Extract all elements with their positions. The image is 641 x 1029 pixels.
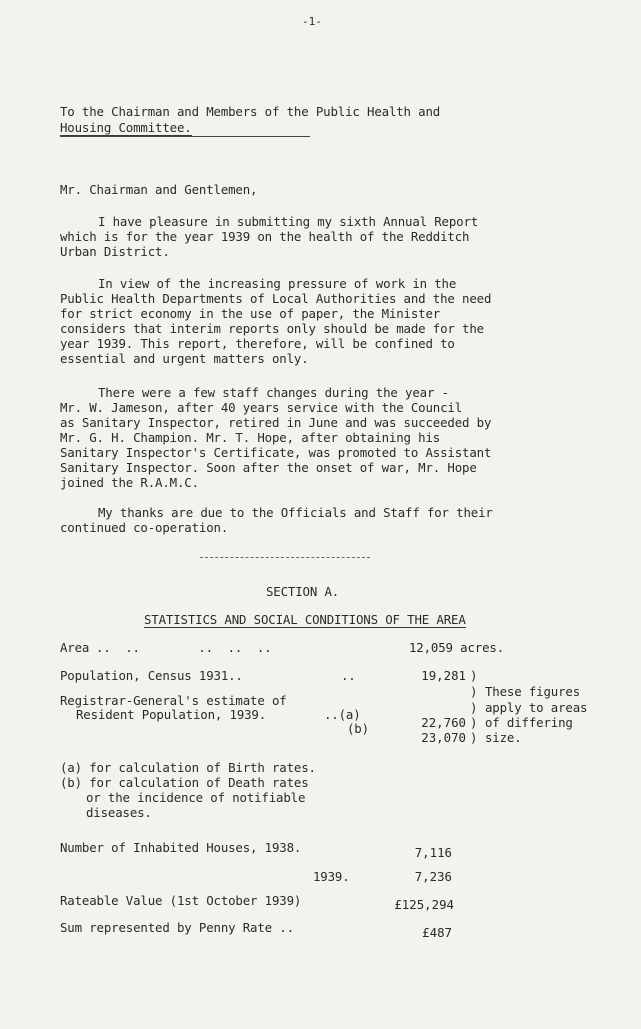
address-underline bbox=[60, 136, 310, 137]
salutation: Mr. Chairman and Gentlemen, bbox=[60, 182, 258, 197]
para3-line6: Sanitary Inspector. Soon after the onset of war, Mr. Hope bbox=[60, 460, 477, 475]
para3-line7: joined the R.A.M.C. bbox=[60, 475, 199, 490]
para3-line3: as Sanitary Inspector, retired in June and was succeeded by bbox=[60, 415, 492, 430]
bracket-close: ) bbox=[470, 700, 478, 715]
para1-line1: I have pleasure in submitting my sixth Annual Report bbox=[98, 214, 479, 229]
estimate-a-value: 22,760 bbox=[421, 715, 466, 730]
note-a: (a) for calculation of Birth rates. bbox=[60, 760, 316, 775]
area-leader: .. .. .. .. .. bbox=[96, 640, 272, 655]
para2-line4: considers that interim reports only should be made for the bbox=[60, 321, 484, 336]
section-subtitle bbox=[144, 612, 466, 627]
bracket-note-2: apply to areas bbox=[485, 700, 588, 715]
houses-1939-value: 7,236 bbox=[414, 869, 452, 884]
penny-value: £487 bbox=[422, 925, 452, 940]
rateable-value: £125,294 bbox=[394, 897, 454, 912]
houses-1938-value: 7,116 bbox=[414, 845, 452, 860]
para2-line5: year 1939. This report, therefore, will be confined to bbox=[60, 336, 455, 351]
para3-line4: Mr. G. H. Champion. Mr. T. Hope, after obtaining his bbox=[60, 430, 441, 445]
estimate-a-marker: ..(a) bbox=[324, 707, 361, 722]
separator bbox=[200, 557, 370, 558]
bracket-close: ) bbox=[470, 715, 478, 730]
para4-line2: continued co-operation. bbox=[60, 520, 229, 535]
estimate-b-value: 23,070 bbox=[421, 730, 466, 745]
houses-label: Number of Inhabited Houses, 1938. bbox=[60, 840, 302, 855]
note-b-line2: or the incidence of notifiable bbox=[86, 790, 306, 805]
population-label: Population, Census 1931.. bbox=[60, 668, 243, 683]
bracket-note-1: These figures bbox=[485, 684, 581, 699]
estimate-label-2: Resident Population, 1939. bbox=[76, 707, 267, 722]
population-value: 19,281 bbox=[421, 668, 466, 683]
address-line-2 bbox=[60, 120, 192, 135]
area-value: 12,059 acres. bbox=[409, 640, 505, 655]
estimate-b-marker: (b) bbox=[347, 721, 369, 736]
para2-line6: essential and urgent matters only. bbox=[60, 351, 309, 366]
bracket-close: ) bbox=[470, 668, 478, 683]
estimate-label-1: Registrar-General's estimate of bbox=[60, 693, 287, 708]
para3-line5: Sanitary Inspector's Certificate, was promoted to Assistant bbox=[60, 445, 492, 460]
para4-line1: My thanks are due to the Officials and Staff for their bbox=[98, 505, 493, 520]
section-subtitle-text: STATISTICS AND SOCIAL CONDITIONS OF THE AREA bbox=[144, 612, 466, 627]
rateable-label: Rateable Value (1st October 1939) bbox=[60, 893, 302, 908]
bracket-note-4: size. bbox=[485, 730, 522, 745]
population-leader: .. bbox=[341, 668, 356, 683]
bracket-close: ) bbox=[470, 730, 478, 745]
bracket-note-3: of differing bbox=[485, 715, 573, 730]
bracket-close: ) bbox=[470, 684, 478, 699]
area-label: Area bbox=[60, 640, 90, 655]
note-b-line1: (b) for calculation of Death rates bbox=[60, 775, 309, 790]
para2-line3: for strict economy in the use of paper, the Minister bbox=[60, 306, 441, 321]
para3-line1: There were a few staff changes during the year - bbox=[98, 385, 449, 400]
address-committee: Housing Committee. bbox=[60, 120, 192, 135]
para2-line1: In view of the increasing pressure of work in the bbox=[98, 276, 457, 291]
para1-line2: which is for the year 1939 on the health of the Redditch bbox=[60, 229, 470, 244]
para1-line3: Urban District. bbox=[60, 244, 170, 259]
para2-line2: Public Health Departments of Local Authorities and the need bbox=[60, 291, 492, 306]
para3-line2: Mr. W. Jameson, after 40 years service with the Council bbox=[60, 400, 463, 415]
note-b-line3: diseases. bbox=[86, 805, 152, 820]
section-title: SECTION A. bbox=[266, 584, 340, 599]
address-line-1: To the Chairman and Members of the Public Health and bbox=[60, 104, 441, 119]
page-number: -1- bbox=[302, 15, 322, 28]
houses-1939-label: 1939. bbox=[313, 869, 350, 884]
penny-label: Sum represented by Penny Rate .. bbox=[60, 920, 294, 935]
